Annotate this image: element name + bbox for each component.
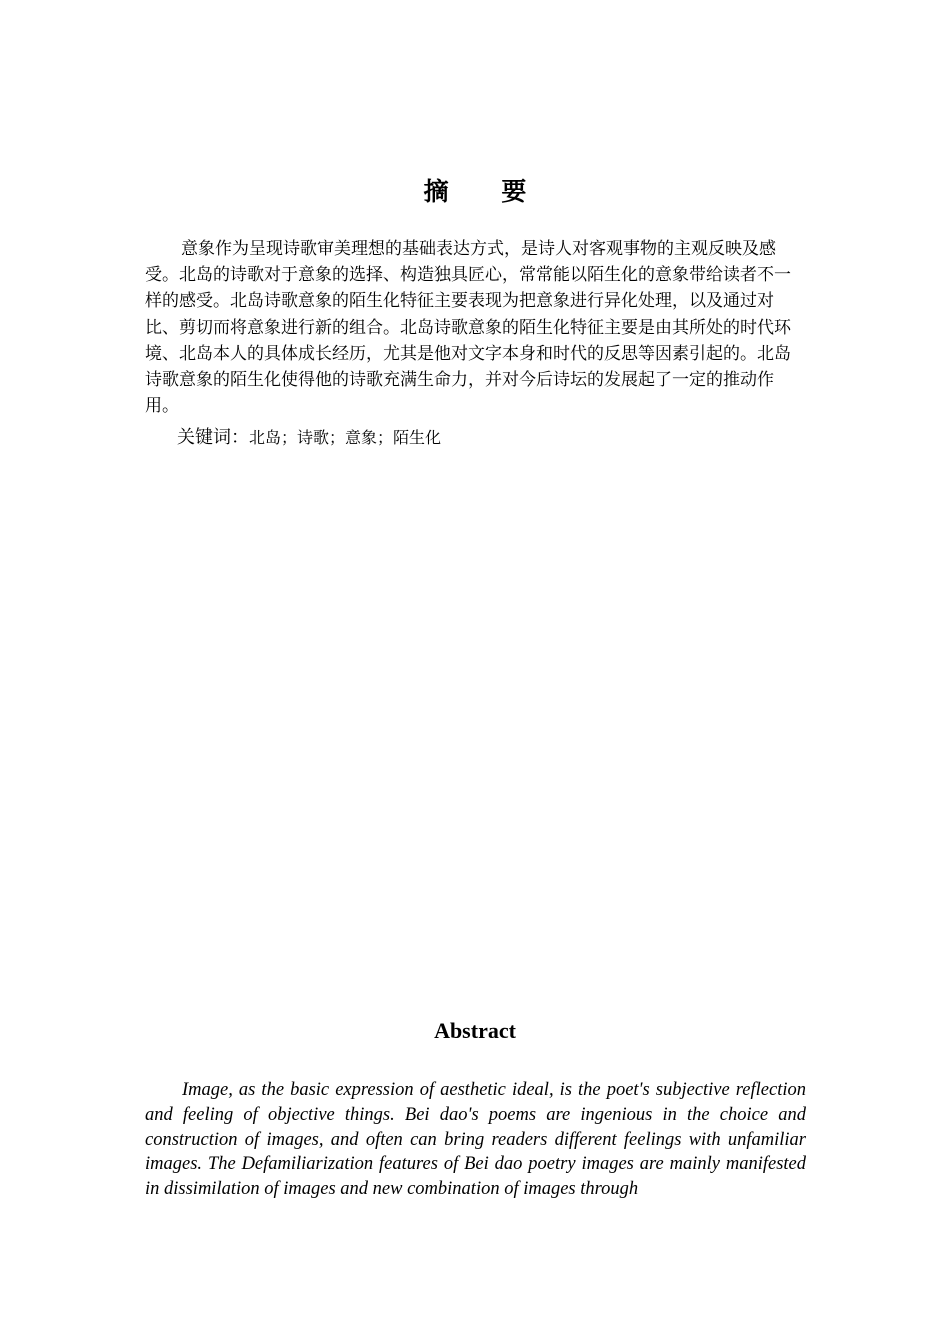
chinese-abstract-title: 摘 要 <box>423 177 549 206</box>
keywords-label: 关键词： <box>177 427 249 448</box>
english-abstract-body: Image, as the basic expression of aesthetic ideal, is the poet's subjective reflection and feeling of objective things. Bei dao's poems are ingenious in the choice and construction of images, and often can bring readers different feelings with unfamiliar images. The Defamiliarization features of Bei dao poetry images are mainly manifested in dissimilation of images and new combination of images through <box>145 1080 806 1200</box>
keywords-list: 北岛；诗歌；意象；陌生化 <box>249 428 442 447</box>
chinese-abstract-body: 意象作为呈现诗歌审美理想的基础表达方式，是诗人对客观事物的主观反映及感受。北岛的诗歌对于意象的选择、构造独具匠心，常常能以陌生化的意象带给读者不一样的感受。北岛诗歌意象的陌生化特征主要表现为把意象进行异化处理，以及通过对比、剪切而将意象进行新的组合。北岛诗歌意象的陌生化特征主要是由其所处的时代环境、北岛本人的具体成长经历，尤其是他对文字本身和时代的反思等因素引起的。北岛诗歌意象的陌生化使得他的诗歌充满生命力，并对今后诗坛的发展起了一定的推动作用。 <box>145 239 791 417</box>
english-abstract-title: Abstract <box>434 1018 516 1043</box>
chinese-keywords <box>177 424 441 452</box>
